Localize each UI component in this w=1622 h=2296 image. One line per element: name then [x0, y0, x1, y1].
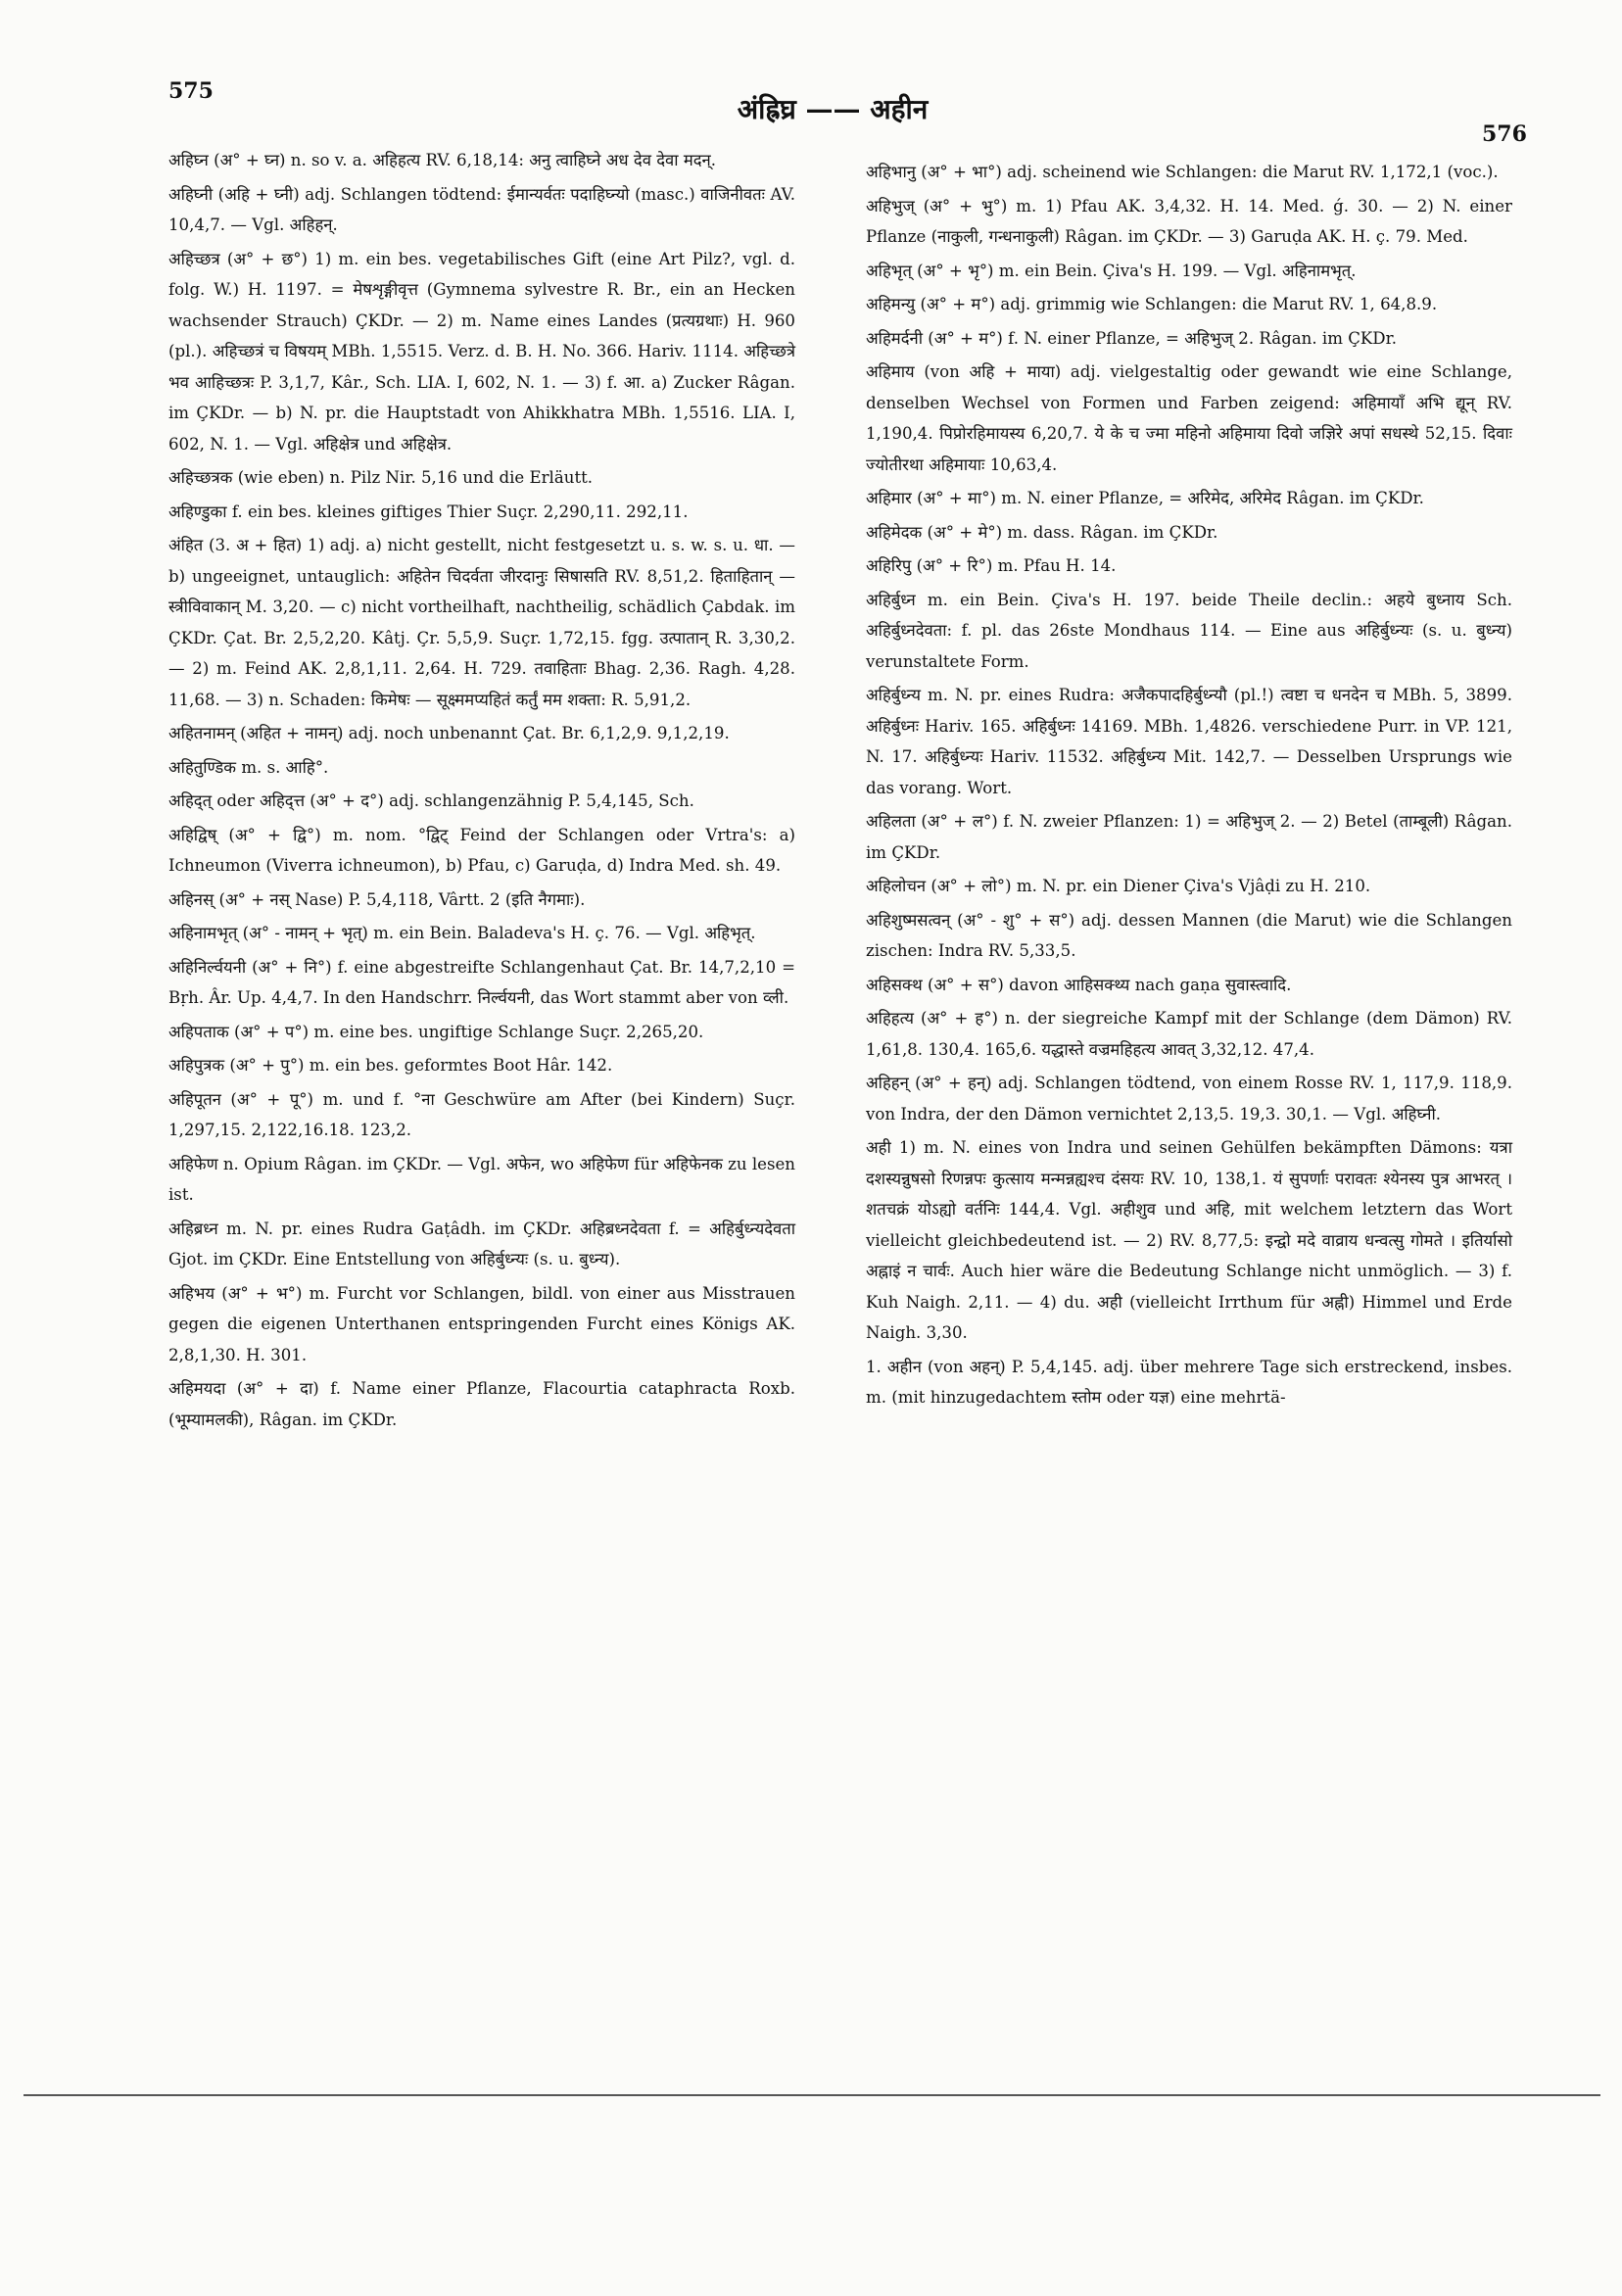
entry-ahibhaya: अहिभय (अ° + भ°) m. Furcht vor Schlangen, bildl. von einer aus Misstrauen gegen die eigenen Unterthanen entspringenden Furcht eines Königs AK. 2,8,1,30. H. 301.: [168, 1283, 795, 1364]
entry-ahidvish: अहिद्विष् (अ° + द्वि°) m. nom. °द्विट् Feind der Schlangen oder Vrtra's: a) Ichneumon (Viverra ichneumon), b) Pfau, c) Garuḍa, d) Indra Med. sh. 49.: [168, 825, 795, 875]
entry-ahicchatra: अहिच्छत्र (अ° + छ°) 1) m. ein bes. vegetabilisches Gift (eine Art Pilz?, vgl. d. folg. W.) H. 1197. = मेषशृङ्गीवृत्त (Gymnema sylvestre R. Br., ein an Hecken wachsender Strauch) ÇKDr. — 2) m. Name eines Landes (प्रत्यग्रथाः) H. 960 (pl.). अहिच्छत्रं च विषयम् MBh. 1,5515. Verz. d. B. H. No. 366. Hariv. 1114. अहिच्छत्रे भव आहिच्छत्रः P. 3,1,7, Kâr., Sch. LIA. I, 602, N. 1. — 3) f. आ. a) Zucker Râgan. im ÇKDr. — b) N. pr. die Hauptstadt von Ahikkhatra MBh. 1,5516. LIA. I, 602, N. 1. — Vgl. अहिक्षेत्र und अहिक्षेत्र.: [168, 249, 795, 454]
page-number-left: 575: [168, 78, 214, 104]
entry-ahimaya: अहिमाय (von अहि + माया) adj. vielgestaltig oder gewandt wie eine Schlange, denselben Wechsel von Formen und Farben zeigend: अहिमायाँ अभि द्यून् RV. 1,190,4. पिप्रोरहिमायस्य 6,20,7. ये के च ज्मा महिनो अहिमाया दिवो जज्ञिरे अपां सधस्थे 52,15. दिवाः ज्योतीरथा अहिमायाः 10,63,4.: [866, 362, 1512, 474]
entry-ahitanaman: अहितनामन् (अहित + नामन्) adj. noch unbenannt Çat. Br. 6,1,2,9. 9,1,2,19.: [168, 724, 730, 742]
entry-ahimayada: अहिमयदा (अ° + दा) f. Name einer Pflanze, Flacourtia cataphracta Roxb. (भूम्यामलकी), Râgan. im ÇKDr.: [168, 1379, 795, 1429]
entry-ahita: अंहित (3. अ + हित) 1) adj. a) nicht gestellt, nicht festgesetzt u. s. w. s. u. धा. — b) ungeeignet, untauglich: अहितेन चिदर्वता जीरदानुः सिषासति RV. 8,51,2. हिताहितान् — स्त्रीविवाकान् M. 3,20. — c) nicht vortheilhaft, nachtheilig, schädlich Çabdak. im ÇKDr. Çat. Br. 2,5,2,20. Kâtj. Çr. 5,5,9. Suçr. 1,72,15. fgg. उत्पातान् R. 3,30,2. — 2) m. Feind AK. 2,8,1,11. 2,64. H. 729. तवाहिताः Bhag. 2,36. Ragh. 4,28. 11,68. — 3) n. Schaden: किमेषः — सूक्ष्ममप्यहितं कर्तुं मम शक्ता: R. 5,91,2.: [168, 536, 795, 709]
bottom-rule: [24, 2094, 1600, 2096]
entry-ahirbudhnya: अहिर्बुध्न्य m. N. pr. eines Rudra: अजैकपादहिर्बुध्न्यौ (pl.!) त्वष्टा च धनदेन च MBh. 5, 3899. अहिर्बुध्नः Hariv. 165. अहिर्बुध्नः 14169. MBh. 1,4826. verschiedene Purr. in VP. 121, N. 17. अहिर्बुध्न्यः Hariv. 11532. अहिर्बुध्न्य Mit. 142,7. — Desselben Ursprungs wie das vorang. Wort.: [866, 686, 1512, 797]
page-number-right: 576: [1482, 121, 1527, 147]
entry-ahina: 1. अहीन (von अहन्) P. 5,4,145. adj. über mehrere Tage sich erstreckend, insbes. m. (mit hinzugedachtem स्तोम oder यज्ञ) eine mehrtä-: [866, 1357, 1512, 1407]
entry-ahi: अही 1) m. N. eines von Indra und seinen Gehülfen bekämpften Dämons: यत्रा दशस्यन्नुषसो रिणन्नपः कुत्साय मन्मन्नह्यश्च दंसयः RV. 10, 138,1. यं सुपर्णाः परावतः श्येनस्य पुत्र आभरत् । शतचक्रं योऽह्यो वर्तनिः 144,4. Vgl. अहीशुव und अहि, mit welchem letztern das Wort vielleicht gleichbedeutend ist. — 2) RV. 8,77,5: इन्द्वो मदे वाव्राय धन्वत्सु गोमते । इतिर्यासो अह्नाइं न चार्वः. Auch hier wäre die Bedeutung Schlange nicht unmöglich. — 3) f. Kuh Naigh. 2,11. — 4) du. अही (vielleicht Irrthum für अह्नी) Himmel und Erde Naigh. 3,30.: [866, 1138, 1512, 1342]
entry-ahilata: अहिलता (अ° + ल°) f. N. zweier Pflanzen: 1) = अहिभुज् 2. — 2) Betel (ताम्बूली) Râgan. im ÇKDr.: [866, 812, 1512, 862]
entry-ahiphena: अहिफेण n. Opium Râgan. im ÇKDr. — Vgl. अफेन, wo अहिफेण für अहिफेनक zu lesen ist.: [168, 1154, 795, 1204]
entry-ahilocana: अहिलोचन (अ° + लो°) m. N. pr. ein Diener Çiva's Vjâḍi zu H. 210.: [866, 877, 1371, 895]
entry-ahighna: अहिघ्न (अ° + घ्न) n. so v. a. अहिहत्य RV. 6,18,14: अनु त्वाहिघ्ने अध देव देवा मदन्.: [168, 151, 717, 169]
right-column: [866, 157, 1512, 1416]
entry-ahibhuj: अहिभुज् (अ° + भु°) m. 1) Pfau AK. 3,4,32. H. 14. Med. ǵ. 30. — 2) N. einer Pflanze (नाकुली, गन्धनाकुली) Râgan. im ÇKDr. — 3) Garuḍa AK. H. ç. 79. Med.: [866, 196, 1512, 246]
entry-ahimedaka: अहिमेदक (अ° + मे°) m. dass. Râgan. im ÇKDr.: [866, 522, 1218, 542]
entry-ahimardani: अहिमर्दनी (अ° + म°) f. N. einer Pflanze, = अहिभुज् 2. Râgan. im ÇKDr.: [866, 328, 1397, 348]
left-column: [168, 145, 795, 1438]
entry-ahinamabhrt: अहिनामभृत् (अ° - नामन् + भृत्) m. ein Bein. Baladeva's H. ç. 76. — Vgl. अहिभृत्.: [168, 924, 756, 942]
entry-ahighni: अहिघ्नी (अहि + घ्नी) adj. Schlangen tödtend: ईमान्यर्वतः पदाहिघ्न्यो (masc.) वाजिनीवतः AV. 10,4,7. — Vgl. अहिहन्.: [168, 184, 795, 234]
running-head: अंह्रिघ्र —— अहीन: [737, 93, 929, 125]
entry-ahisaktha: अहिसक्थ (अ° + स°) davon आहिसक्थ्य nach gaṇa सुवास्त्वादि.: [866, 975, 1292, 994]
entry-ahiputraka: अहिपुत्रक (अ° + पु°) m. ein bes. geformtes Boot Hâr. 142.: [168, 1056, 613, 1075]
entry-ahirbudhna: अहिर्बुध्न m. ein Bein. Çiva's H. 197. beide Theile declin.: अहये बुध्नाय Sch. अहिर्बुध्नदेवता: f. pl. das 26ste Mondhaus 114. — Eine aus अहिर्बुध्न्यः (s. u. बुध्न्य) verunstaltete Form.: [866, 590, 1512, 671]
entry-ahinas: अहिनस् (अ° + नस् Nase) P. 5,4,118, Vârtt. 2 (इति नैगमाः).: [168, 889, 586, 909]
entry-ahinirlvayani: अहिनिर्ल्वयनी (अ° + नि°) f. eine abgestreifte Schlangenhaut Çat. Br. 14,7,2,10 = Bṛh. Âr. Up. 4,4,7. In den Handschrr. निर्ल्वयनी, das Wort stammt aber von व्ली.: [168, 957, 795, 1007]
entry-ahindukaa: अहिण्डुका f. ein bes. kleines giftiges Thier Suçr. 2,290,11. 292,11.: [168, 502, 689, 521]
entry-ahibradhna: अहिब्रध्न m. N. pr. eines Rudra Gaṭâdh. im ÇKDr. अहिब्रध्नदेवता f. = अहिर्बुध्न्यदेवता Gjot. im ÇKDr. Eine Entstellung von अहिर्बुध्न्यः (s. u. बुध्न्य).: [168, 1219, 795, 1268]
entry-ahidat: अहिद्त् oder अहिद्त्त (अ° + द°) adj. schlangenzähnig P. 5,4,145, Sch.: [168, 791, 694, 810]
entry-ahipataka: अहिपताक (अ° + प°) m. eine bes. ungiftige Schlange Suçr. 2,265,20.: [168, 1022, 704, 1041]
entry-ahitundika: अहितुण्डिक m. s. आहि°.: [168, 757, 329, 777]
entry-ahicchatraka: अहिच्छत्रक (wie eben) n. Pilz Nir. 5,16 und die Erläutt.: [168, 468, 594, 487]
entry-ahimanyu: अहिमन्यु (अ° + म°) adj. grimmig wie Schlangen: die Marut RV. 1, 64,8.9.: [866, 295, 1438, 313]
entry-ahihatya: अहिहत्य (अ° + ह°) n. der siegreiche Kampf mit der Schlange (dem Dämon) RV. 1,61,8. 130,4. 165,6. यद्धास्ते वज्रमहिहत्य आवत् 3,32,12. 47,4.: [866, 1009, 1512, 1059]
entry-ahibhanu: अहिभानु (अ° + भा°) adj. scheinend wie Schlangen: die Marut RV. 1,172,1 (voc.).: [866, 163, 1499, 181]
entry-ahishushmasatvan: अहिशुष्मसत्वन् (अ° - शु° + स°) adj. dessen Mannen (die Marut) wie die Schlangen zischen: Indra RV. 5,33,5.: [866, 910, 1512, 960]
entry-ahimara: अहिमार (अ° + मा°) m. N. einer Pflanze, = अरिमेद, अरिमेद Râgan. im ÇKDr.: [866, 489, 1424, 507]
entry-ahiputana: अहिपूतन (अ° + पू°) m. und f. °ना Geschwüre am After (bei Kindern) Suçr. 1,297,15. 2,122,16.18. 123,2.: [168, 1089, 795, 1139]
entry-ahiripu: अहिरिपु (अ° + रि°) m. Pfau H. 14.: [866, 556, 1117, 575]
entry-ahibhrt: अहिभृत् (अ° + भृ°) m. ein Bein. Çiva's H. 199. — Vgl. अहिनामभृत्.: [866, 261, 1357, 280]
entry-ahihan: अहिहन् (अ° + हन्) adj. Schlangen tödtend, von einem Rosse RV. 1, 117,9. 118,9. von Indra, der den Dämon vernichtet 2,13,5. 19,3. 30,1. — Vgl. अहिघ्नी.: [866, 1074, 1512, 1124]
